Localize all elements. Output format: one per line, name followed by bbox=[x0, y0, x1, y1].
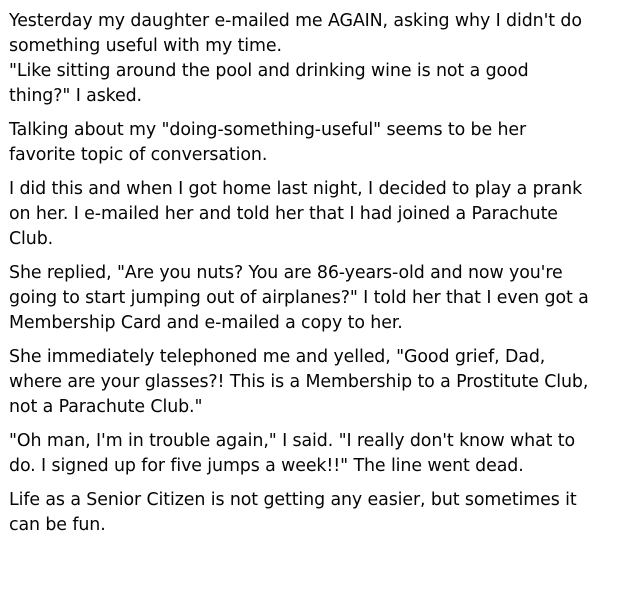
paragraph-4 bbox=[9, 261, 625, 336]
text-line: "Oh man, I'm in trouble again," I said. "I really don't know what to bbox=[9, 431, 576, 451]
text-line: going to start jumping out of airplanes?" I told her that I even got a bbox=[9, 288, 589, 308]
paragraph-3 bbox=[9, 177, 625, 252]
text-line: Talking about my "doing-something-useful" seems to be her bbox=[9, 120, 527, 140]
text-line: Club. bbox=[9, 229, 54, 249]
text-line: Life as a Senior Citizen is not getting any easier, but sometimes it bbox=[9, 490, 577, 510]
text-line: do. I signed up for five jumps a week!!" The line went dead. bbox=[9, 456, 524, 476]
text-line: Membership Card and e-mailed a copy to her. bbox=[9, 313, 403, 333]
text-line: She replied, "Are you nuts? You are 86-years-old and now you're bbox=[9, 263, 563, 283]
text-line: "Like sitting around the pool and drinking wine is not a good bbox=[9, 61, 529, 81]
text-line: not a Parachute Club." bbox=[9, 397, 203, 417]
paragraph-7 bbox=[9, 488, 625, 538]
text-line: can be fun. bbox=[9, 515, 106, 535]
text-line: on her. I e-mailed her and told her that I had joined a Parachute bbox=[9, 204, 558, 224]
text-line: where are your glasses?! This is a Membership to a Prostitute Club, bbox=[9, 372, 589, 392]
text-line: thing?" I asked. bbox=[9, 86, 142, 106]
paragraph-5 bbox=[9, 345, 625, 420]
text-line: favorite topic of conversation. bbox=[9, 145, 268, 165]
paragraph-6 bbox=[9, 429, 625, 479]
paragraph-1 bbox=[9, 9, 625, 109]
paragraph-2 bbox=[9, 118, 625, 168]
text-line: I did this and when I got home last night, I decided to play a prank bbox=[9, 179, 583, 199]
text-line: Yesterday my daughter e-mailed me AGAIN, asking why I didn't do bbox=[9, 11, 582, 31]
text-line: something useful with my time. bbox=[9, 36, 282, 56]
text-line: She immediately telephoned me and yelled, "Good grief, Dad, bbox=[9, 347, 546, 367]
post-body bbox=[9, 9, 625, 547]
